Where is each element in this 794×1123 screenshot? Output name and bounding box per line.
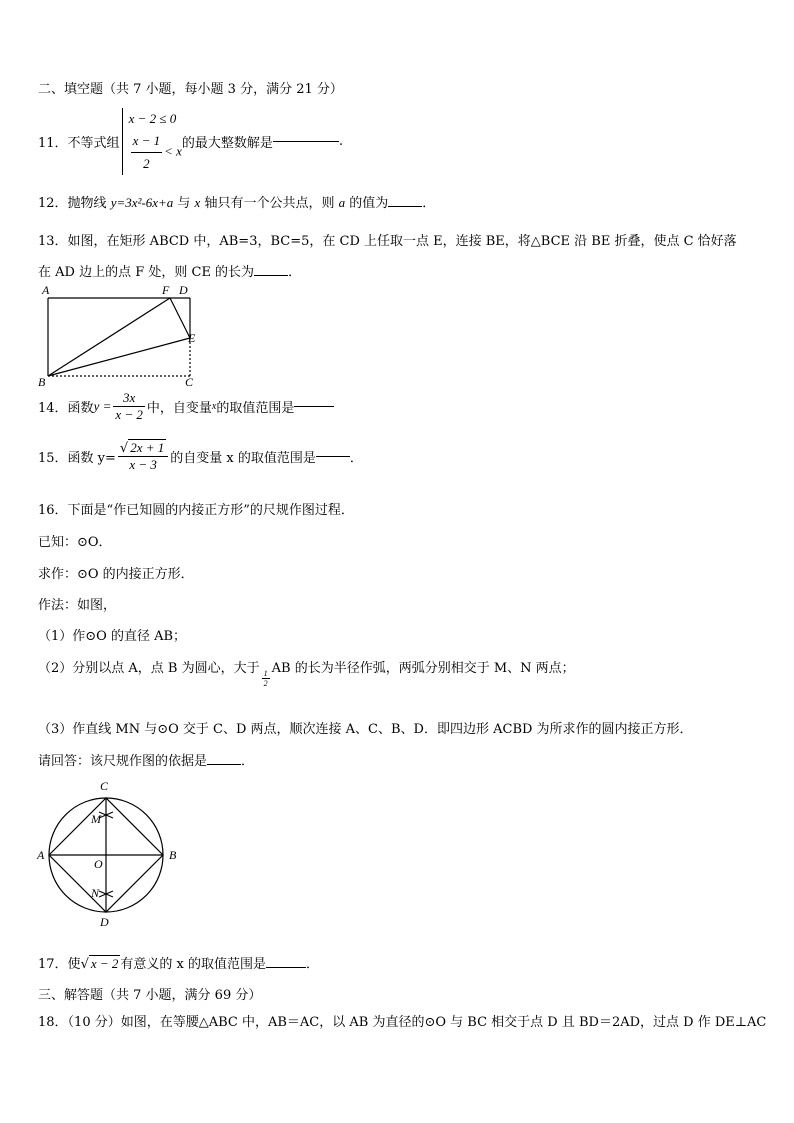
question-15: 15．函数 y= $\frac{√ 2x + 1}{x - 3}$ 的自变量 x 的取值范围是 ． — [38, 440, 363, 472]
question-16-step-3: （3）作直线 MN 与⊙O 交于 C、D 两点，顺次连接 A、C、B、D．即四边形 ACBD 为所求作的圆内接正方形． — [38, 722, 693, 737]
label-A: A — [42, 283, 50, 297]
label-D: D — [100, 915, 109, 929]
question-14: 14．函数y = $\frac{3x}{x - 2}$ 中，自变量x的取值范围是 — [38, 390, 334, 423]
inequality-system — [122, 108, 182, 175]
q13-answer-blank[interactable] — [254, 275, 288, 276]
question-16-known: 已知：⊙O． — [38, 535, 112, 550]
q11-pre: 不等式组 — [67, 136, 120, 151]
q11-number: 11． — [38, 136, 68, 151]
question-12: 12．抛物线 y=3x²-6x+a 与 x 轴只有一个公共点，则 a 的值为 ． — [38, 195, 436, 211]
question-16-step-2: （2）分别以点 A，点 B 为圆心，大于 $\frac{1}{2}$ AB 的长为半径作弧，两弧分别相交于 M、N 两点； — [38, 661, 575, 688]
q11-post: 的最大整数解是 — [181, 136, 273, 151]
q16-answer-blank[interactable] — [207, 764, 241, 765]
question-16-method: 作法：如图， — [38, 598, 117, 613]
question-16-intro: 16．下面是“作已知圆的内接正方形”的尺规作图过程． — [38, 503, 354, 518]
q11-answer-blank[interactable] — [273, 141, 339, 142]
q17-answer-blank[interactable] — [266, 967, 306, 968]
section-2-heading: 二、填空题（共 7 小题，每小题 3 分，满分 21 分） — [38, 82, 343, 97]
q12-parabola-expression: y=3x²-6x+a — [110, 195, 174, 210]
label-B: B — [169, 848, 177, 862]
label-C: C — [100, 779, 109, 793]
q15-fraction: $\frac{√ 2x + 1}{x - 3}$ — [118, 440, 168, 473]
label-O: O — [94, 857, 103, 871]
question-16-ask: 请回答：该尺规作图的依据是 ． — [38, 754, 255, 769]
inequality-2: $\frac{x - 1}{2}$ < x — [129, 130, 182, 175]
inequality-1: x − 2 ≤ 0 — [128, 111, 177, 126]
inequality-2-fraction: $\frac{x - 1}{2}$ — [131, 130, 163, 175]
q15-answer-blank[interactable] — [316, 456, 350, 457]
label-A: A — [37, 848, 45, 862]
segment-BF — [48, 298, 170, 376]
q14-fraction: $\frac{3x}{x - 2}$ — [115, 390, 143, 422]
label-N: N — [91, 886, 100, 900]
question-13-line-2: 在 AD 边上的点 F 处，则 CE 的长为 ． — [38, 265, 302, 280]
label-B: B — [38, 375, 46, 389]
question-16-step-1: （1）作⊙O 的直径 AB； — [38, 629, 187, 644]
segment-BE — [48, 338, 190, 376]
q14-answer-blank[interactable] — [294, 406, 334, 407]
half-fraction: $\frac{1}{2}$ — [263, 669, 268, 688]
question-13-line-1: 13．如图，在矩形 ABCD 中，AB=3，BC=5，在 CD 上任取一点 E，连接 BE，将△BCE 沿 BE 折叠，使点 C 恰好落 — [38, 234, 737, 249]
label-F: F — [162, 283, 170, 297]
question-16-seek: 求作：⊙O 的内接正方形． — [38, 567, 194, 582]
question-11: 11．不等式组 x − 2 ≤ 0 $\frac{x - 1}{2}$ < x 的最大整数解是 . — [38, 108, 343, 175]
inscribed-square-figure — [36, 778, 186, 930]
q17-radicand: x − 2 — [90, 956, 119, 971]
q12-answer-blank[interactable] — [388, 206, 422, 207]
section-3-heading: 三、解答题（共 7 小题，满分 69 分） — [38, 988, 262, 1003]
label-C: C — [185, 375, 194, 389]
question-18-line-1: 18．（10 分）如图，在等腰△ABC 中，AB＝AC，以 AB 为直径的⊙O 与 BC 相交于点 D 且 BD＝2AD，过点 D 作 DE⊥AC — [38, 1015, 767, 1030]
segment-FE — [170, 298, 190, 338]
label-M: M — [91, 812, 101, 826]
label-E: E — [188, 331, 196, 345]
label-D: D — [179, 283, 188, 297]
rectangle-fold-figure — [36, 282, 200, 390]
question-17: 17．使√ x − 2 有意义的 x 的取值范围是 ． — [38, 956, 320, 972]
